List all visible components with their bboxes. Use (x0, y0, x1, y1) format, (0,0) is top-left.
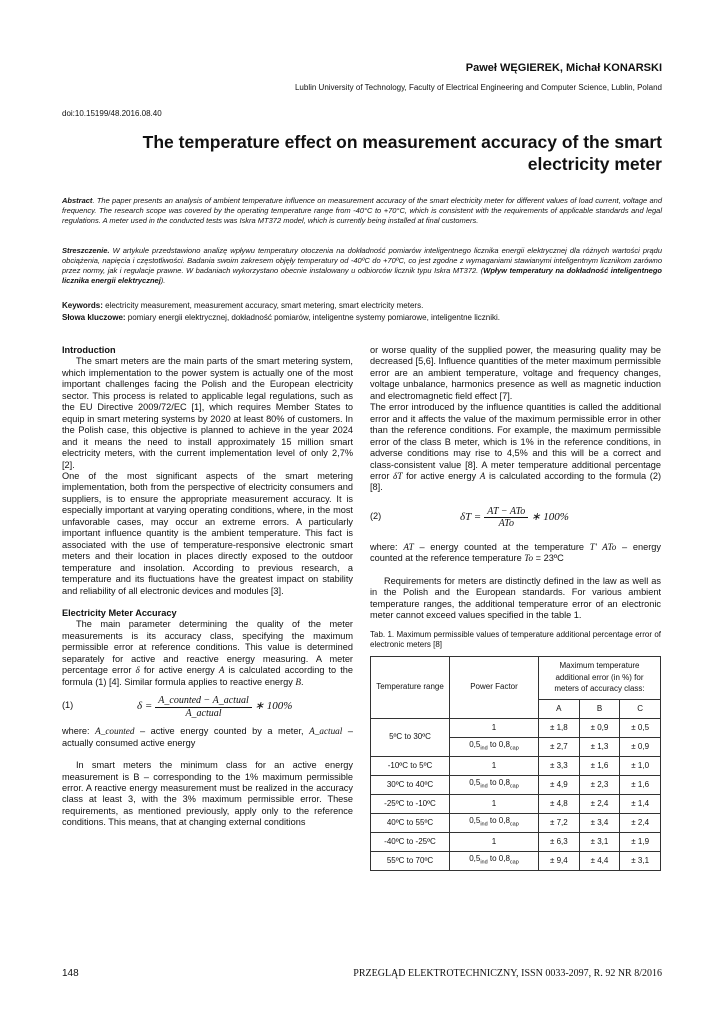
symbol-t-ato: T' ATo (589, 541, 617, 552)
power-factor-subscript: cap (509, 783, 519, 790)
text-run: for active energy (139, 665, 219, 676)
accuracy-paragraph-1 (62, 619, 353, 688)
table-row (371, 775, 661, 794)
abstract (62, 196, 662, 226)
where-1 (62, 726, 353, 749)
where-2 (370, 542, 661, 565)
power-factor-subscript: ind (480, 783, 488, 790)
power-factor-text: to 0,8 (487, 815, 510, 825)
text-run: is calculated according to the formula (2) [8]. (370, 470, 662, 493)
symbol-a: A (479, 470, 486, 481)
text-run: – active energy counted by a meter, (134, 726, 310, 737)
text-run: – actually consumed active energy (62, 726, 353, 748)
table-caption: Tab. 1. Maximum permissible values of temperature additional percentage error of electronic meters [8] (370, 629, 661, 649)
keywords-en-label: Keywords: (62, 301, 103, 310)
header-max-error: Maximum temperature additional error (in %) for meters of accuracy class: (539, 656, 661, 699)
power-factor-text: 0,5 (469, 815, 481, 825)
equation-1 (62, 688, 353, 726)
symbol-at: AT (403, 541, 414, 552)
streszczenie-label: Streszczenie. (62, 246, 110, 255)
power-factor-subscript: ind (480, 859, 488, 866)
right-paragraph-1: or worse quality of the supplied power, the measuring quality may be decreased [5,6]. Influence quantities of the meter maximum permissible error are an ambient temperature, voltage and frequency changes, voltage unbalance, harmonics presence as well as magnetic induction and electromagnetic field effect [7]. (370, 345, 661, 401)
power-factor-text: to 0,8 (487, 739, 510, 749)
power-factor-subscript: ind (480, 821, 488, 828)
error-value-cell: ± 7,2 (539, 813, 580, 832)
error-value-cell: ± 2,4 (620, 813, 661, 832)
equation-2-fraction (484, 506, 528, 530)
table-row (371, 756, 661, 775)
error-value-cell: ± 6,3 (539, 832, 580, 851)
accuracy-heading: Electricity Meter Accuracy (62, 607, 177, 618)
error-value-cell: ± 2,7 (539, 737, 580, 756)
power-factor-text: 0,5 (469, 777, 481, 787)
power-factor-range (450, 813, 539, 832)
error-value-cell: ± 3,3 (539, 756, 580, 775)
accuracy-paragraph-2: In smart meters the minimum class for an active energy measurement is B – corresponding to the 1% maximum permissible error. A reactive energy measurement must be realized in the accuracy class at least 3, with the 3% maximum permissible error. These requirements, as mentioned previously, apply only to the reference conditions. This means, that at changing external conditions (62, 760, 353, 828)
equation-2-number: (2) (370, 510, 382, 521)
left-column (62, 345, 353, 829)
equation-2-lhs: δT = (460, 511, 482, 524)
page-number: 148 (62, 968, 79, 979)
text-run: for active energy (402, 470, 480, 481)
table-row (371, 794, 661, 813)
right-paragraph-2 (370, 402, 661, 494)
error-value-cell: ± 2,4 (579, 794, 620, 813)
error-value-cell: ± 0,9 (579, 718, 620, 737)
intro-paragraph-1: The smart meters are the main parts of the smart metering system, which implementation to the power system is actually one of the most important challenges facing the Polish and the European electricity sector. This process is related to applicable legal regulations, such as the EU Directive 2009/72/EC [1], which requires Member States to equip in smart metering systems by 2020 at least 80% of customers. In the Polish case, this objective is planned to achieve in the year 2024 and it means the need to install approximately 15 million smart electricity meters, with the current implementation level of only 2,7% [2]. (62, 356, 353, 470)
power-factor-range (450, 851, 539, 870)
symbol-a-actual: A_actual (309, 726, 343, 737)
table-row (371, 813, 661, 832)
symbol-to: To (524, 553, 534, 564)
power-factor-subscript: ind (480, 745, 488, 752)
right-paragraph-3: Requirements for meters are distinctly defined in the law as well as in the Polish and the European standards. For various ambient temperature ranges, the additional temperature error of an electronic meter cannot exceed values specified in the table 1. (370, 575, 661, 621)
authors: Paweł WĘGIEREK, Michał KONARSKI (465, 62, 662, 74)
text-run: The main parameter determining the quality of the meter measurements is its accuracy class, specifying the maximum permissible error at reference conditions. This value is determined separately for active and reactive energy measuring. A meter percentage error (62, 619, 353, 676)
error-value-cell: ± 1,6 (620, 775, 661, 794)
keywords-pl-text: pomiary energii elektrycznej, dokładność pomiarów, inteligentne systemy pomiarowe, inteligentne liczniki. (125, 313, 500, 322)
streszczenie-text: W artykule przedstawiono analizę wpływu temperatury otoczenia na dokładność pomiarów inteligentnego licznika energii elektrycznej dla różnych wartości prądu obciążenia, napięcia i częstotliwości. Badania swoim zakresem objęły temperatury od -40ºC do +70ºC, co jest zgodne z wymaganiami stawianymi inteligentnym licznikom zarówno przez normy, jak i regulacje prawne. W badaniach wykorzystano obecnie instalowany u odbiorców licznik typu Iskra MT372. ( (62, 246, 662, 275)
table-row (371, 718, 661, 737)
header-class-c: C (620, 699, 661, 718)
temperature-range-cell: -40ºC to -25ºC (371, 832, 450, 851)
symbol-a-counted: A_counted (95, 726, 135, 737)
text-run: is calculated according to the formula (1) [4]. Similar formula applies to reactive energy (62, 665, 353, 687)
temperature-range-cell: 40ºC to 55ºC (371, 813, 450, 832)
error-value-cell: ± 3,1 (620, 851, 661, 870)
delta-symbol: δ (135, 665, 140, 676)
affiliation: Lublin University of Technology, Faculty of Electrical Engineering and Computer Science, Lublin, Poland (294, 83, 662, 92)
equation-2-numerator: AT − ATo (484, 506, 528, 518)
text-run: – energy counted at the temperature (413, 541, 590, 552)
keywords-pl (62, 312, 662, 323)
paper-title: The temperature effect on measurement accuracy of the smart electricity meter (142, 132, 662, 174)
equation-1-lhs: δ = (137, 700, 153, 713)
temperature-range-cell: 55ºC to 70ºC (371, 851, 450, 870)
power-factor-unity: 1 (450, 832, 539, 851)
equation-2 (370, 494, 661, 542)
streszczenie-end: ). (160, 276, 166, 285)
error-value-cell: ± 1,9 (620, 832, 661, 851)
power-factor-text: to 0,8 (487, 853, 510, 863)
error-table (370, 656, 661, 871)
text-run: = 23ºC (533, 553, 564, 564)
header-class-a: A (539, 699, 580, 718)
power-factor-subscript: cap (509, 745, 519, 752)
equation-1-numerator: A_counted − A_actual (155, 695, 251, 707)
power-factor-text: to 0,8 (487, 777, 510, 787)
equation-1-rhs: ∗ 100% (254, 700, 293, 713)
abstract-label: Abstract (62, 196, 93, 205)
power-factor-subscript: cap (509, 821, 519, 828)
streszczenie-title: Wpływ temperatury na dokładność inteligentnego licznika energii elektrycznej (62, 266, 662, 285)
error-value-cell: ± 3,1 (579, 832, 620, 851)
keywords-pl-label: Słowa kluczowe: (62, 313, 126, 322)
error-value-cell: ± 4,8 (539, 794, 580, 813)
power-factor-unity: 1 (450, 756, 539, 775)
error-value-cell: ± 1,8 (539, 718, 580, 737)
error-value-cell: ± 9,4 (539, 851, 580, 870)
intro-paragraph-2: One of the most significant aspects of the smart metering implementation, both from the perspective of electricity consumers and suppliers, is to ensure the appropriate measurement accuracy. It is especially important at varying operating conditions, where, in the most unfavorable cases, may occur an extreme errors. A particularly important influence quantity is the ambient temperature. This fact is associated with the use of temperature-responsive electronic smart meters and their location in places directly exposed to the outdoor temperature and insolation. According to previous research, a temperature and its fluctuations have the greatest impact on stability and reliability of all electronic devices and modules [3]. (62, 470, 353, 596)
error-value-cell: ± 2,3 (579, 775, 620, 794)
equation-1-number: (1) (62, 700, 74, 711)
equation-1-denominator: A_actual (185, 707, 222, 719)
temperature-range-cell: -25ºC to -10ºC (371, 794, 450, 813)
equation-2-rhs: ∗ 100% (531, 511, 569, 524)
error-value-cell: ± 3,4 (579, 813, 620, 832)
header-range: Temperature range (371, 656, 450, 718)
error-value-cell: ± 1,6 (579, 756, 620, 775)
keywords-en-text: electricity measurement, measurement accuracy, smart metering, smart electricity meters. (102, 301, 424, 310)
power-factor-range (450, 775, 539, 794)
temperature-range-cell: -10ºC to 5ºC (371, 756, 450, 775)
equation-1-fraction (155, 695, 251, 719)
temperature-range-cell: 30ºC to 40ºC (371, 775, 450, 794)
right-column (370, 345, 661, 871)
temperature-range-cell: 5ºC to 30ºC (371, 718, 450, 756)
error-value-cell: ± 0,9 (620, 737, 661, 756)
power-factor-unity: 1 (450, 794, 539, 813)
power-factor-range (450, 737, 539, 756)
abstract-text: . The paper presents an analysis of ambient temperature influence on measurement accuracy of the smart electricity meter for different values of load current, voltage and frequency. The research scope was covered by the operating temperature range from -40°C to +70°C, which is consistent with the requirements of applicable standards and legal regulations. A meter used in the conducted tests was Iskra MT372 model, which is currently being installed at final customers. (62, 196, 662, 225)
journal-footer: PRZEGLĄD ELEKTROTECHNICZNY, ISSN 0033-2097, R. 92 NR 8/2016 (353, 968, 662, 979)
error-value-cell: ± 4,9 (539, 775, 580, 794)
table-row (371, 832, 661, 851)
text-run: where: (370, 541, 404, 552)
table-row (371, 851, 661, 870)
text-run: . (300, 676, 304, 687)
equation-2-denominator: ATo (498, 518, 514, 530)
text-run: where: (62, 726, 96, 737)
error-value-cell: ± 0,5 (620, 718, 661, 737)
doi: doi:10.15199/48.2016.08.40 (62, 109, 162, 118)
error-value-cell: ± 1,4 (620, 794, 661, 813)
error-value-cell: ± 1,3 (579, 737, 620, 756)
power-factor-unity: 1 (450, 718, 539, 737)
introduction-heading: Introduction (62, 345, 116, 355)
text-run: The error introduced by the influence quantities is called the additional error and it affects the value of the maximum permissible error in other than the reference conditions. For example, the maximum permissible error of the class B meter, which is 1% in the reference conditions, in adverse conditions may rise to 4,5% and this will be a correct and class-consistent value [8]. A meter temperature additional percentage error (370, 402, 661, 481)
delta-t-symbol: δT (393, 470, 403, 481)
header-power-factor: Power Factor (450, 656, 539, 718)
error-value-cell: ± 4,4 (579, 851, 620, 870)
table-body (371, 718, 661, 870)
symbol-b: B (295, 676, 301, 687)
error-value-cell: ± 1,0 (620, 756, 661, 775)
power-factor-text: 0,5 (469, 739, 481, 749)
symbol-a: A (218, 665, 225, 676)
text-run: – energy counted at the reference temperature (370, 541, 661, 564)
keywords-en (62, 300, 662, 311)
power-factor-text: 0,5 (469, 853, 481, 863)
streszczenie (62, 246, 662, 286)
header-class-b: B (579, 699, 620, 718)
power-factor-subscript: cap (509, 859, 519, 866)
